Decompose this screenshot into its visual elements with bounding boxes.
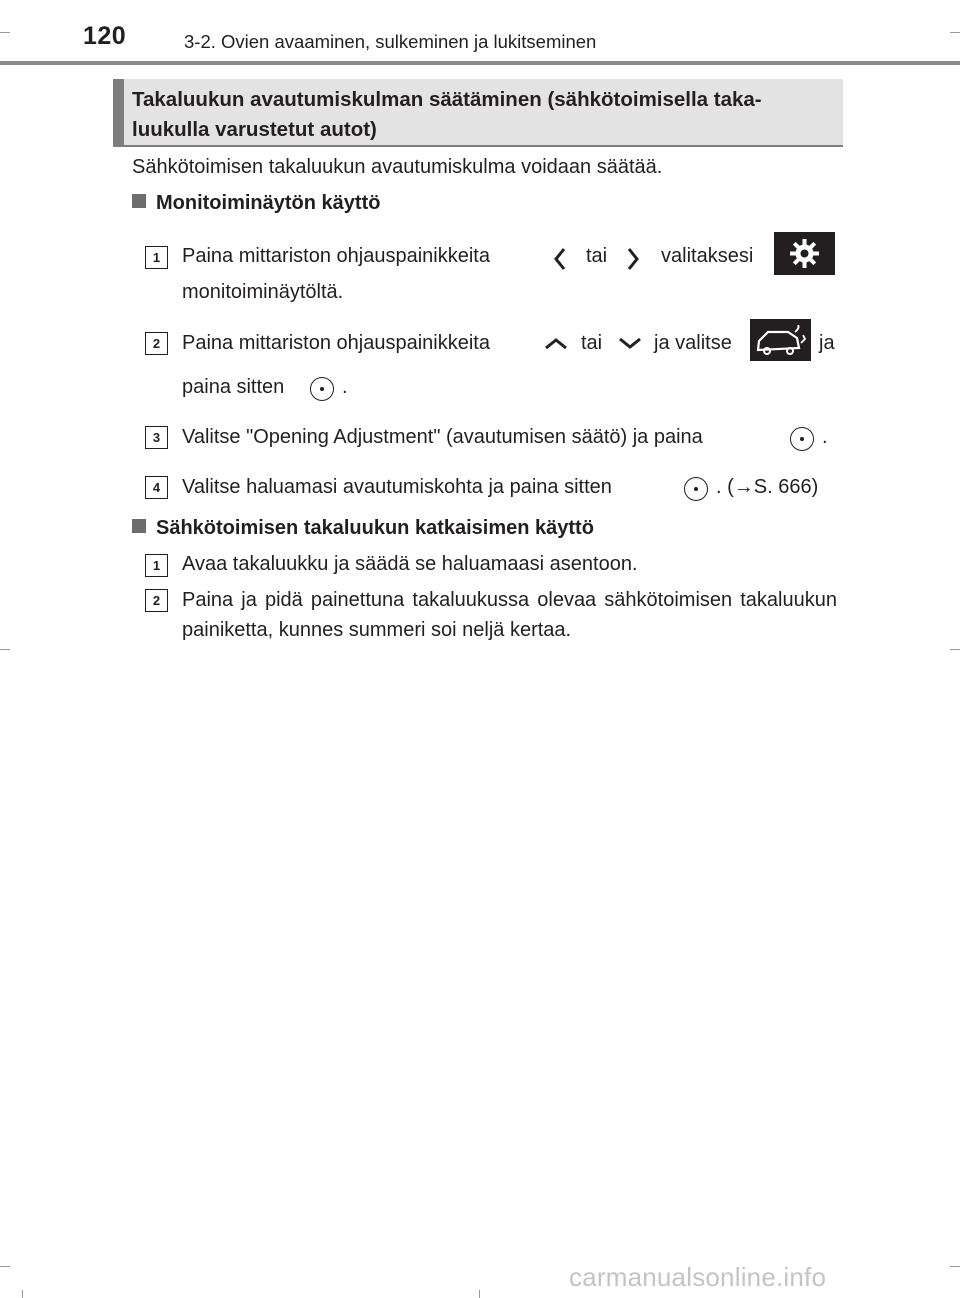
enter-button-icon [684, 477, 708, 501]
step-text: Paina mittariston ohjauspainikkeita [182, 245, 490, 267]
step-text: ja [819, 332, 835, 354]
sub-heading-label: Monitoiminäytön käyttö [156, 192, 381, 214]
gear-icon [774, 232, 835, 275]
step-text: tai [586, 245, 608, 267]
watermark: carmanualsonline.info [569, 1262, 827, 1292]
step-text: Valitse "Opening Adjustment" (avautumisen säätö) ja paina [182, 426, 703, 448]
crop-mark [950, 32, 960, 33]
sub-heading-switch [132, 517, 594, 540]
section-title: Takaluukun avautumiskulman säätäminen (sähkötoimisella taka-luukulla varustetut autot) [132, 88, 762, 141]
enter-button-icon [310, 377, 334, 401]
crop-mark [950, 649, 960, 650]
chapter-title: 3-2. Ovien avaaminen, sulkeminen ja lukitseminen [184, 31, 597, 52]
section-title-box [113, 79, 843, 147]
sub-heading-label: Sähkötoimisen takaluukun katkaisimen käyttö [156, 517, 594, 539]
settings-display-icon [774, 232, 835, 275]
chevron-up-icon [542, 335, 570, 351]
tailgate-display-icon [750, 319, 811, 361]
step-number: 2 [145, 589, 168, 612]
step-text: . [342, 376, 348, 398]
square-bullet-icon [132, 519, 146, 533]
intro-text: Sähkötoimisen takaluukun avautumiskulma voidaan säätää. [132, 156, 663, 178]
square-bullet-icon [132, 194, 146, 208]
chevron-right-icon [624, 246, 642, 272]
enter-button-icon [790, 427, 814, 451]
step-text: . [822, 426, 828, 448]
step-text: Paina mittariston ohjauspainikkeita [182, 332, 490, 354]
tailgate-icon [750, 319, 811, 361]
step-text: Valitse haluamasi avautumiskohta ja paina sitten [182, 476, 612, 498]
chevron-down-icon [616, 335, 644, 351]
step-text: ja valitse [654, 332, 732, 354]
crop-mark [479, 1290, 480, 1298]
step-number: 3 [145, 426, 168, 449]
step-number: 4 [145, 476, 168, 499]
chevron-left-icon [551, 246, 569, 272]
crop-mark [950, 1266, 960, 1267]
header-rule [0, 61, 960, 65]
crop-mark [0, 649, 10, 650]
step-text: monitoiminäytöltä. [182, 281, 344, 303]
crop-mark [0, 1266, 10, 1267]
step-text: tai [581, 332, 603, 354]
step-text: . (→S. 666) [716, 476, 819, 498]
step-text: Avaa takaluukku ja säädä se haluamaasi asentoon. [182, 553, 638, 575]
page-number: 120 [83, 22, 127, 50]
step-number: 1 [145, 554, 168, 577]
crop-mark [22, 1290, 23, 1298]
crop-mark [0, 32, 10, 33]
sub-heading-multi-display [132, 192, 380, 215]
section-title-bar [113, 79, 124, 145]
step-number: 2 [145, 332, 168, 355]
step-text: valitaksesi [661, 245, 754, 267]
step-text: Paina ja pidä painettuna takaluukussa olevaa sähkötoimisen takaluukun painiketta, kunnes summeri soi neljä kertaa. [182, 589, 837, 641]
step-text: paina sitten [182, 376, 285, 398]
step-number: 1 [145, 246, 168, 269]
